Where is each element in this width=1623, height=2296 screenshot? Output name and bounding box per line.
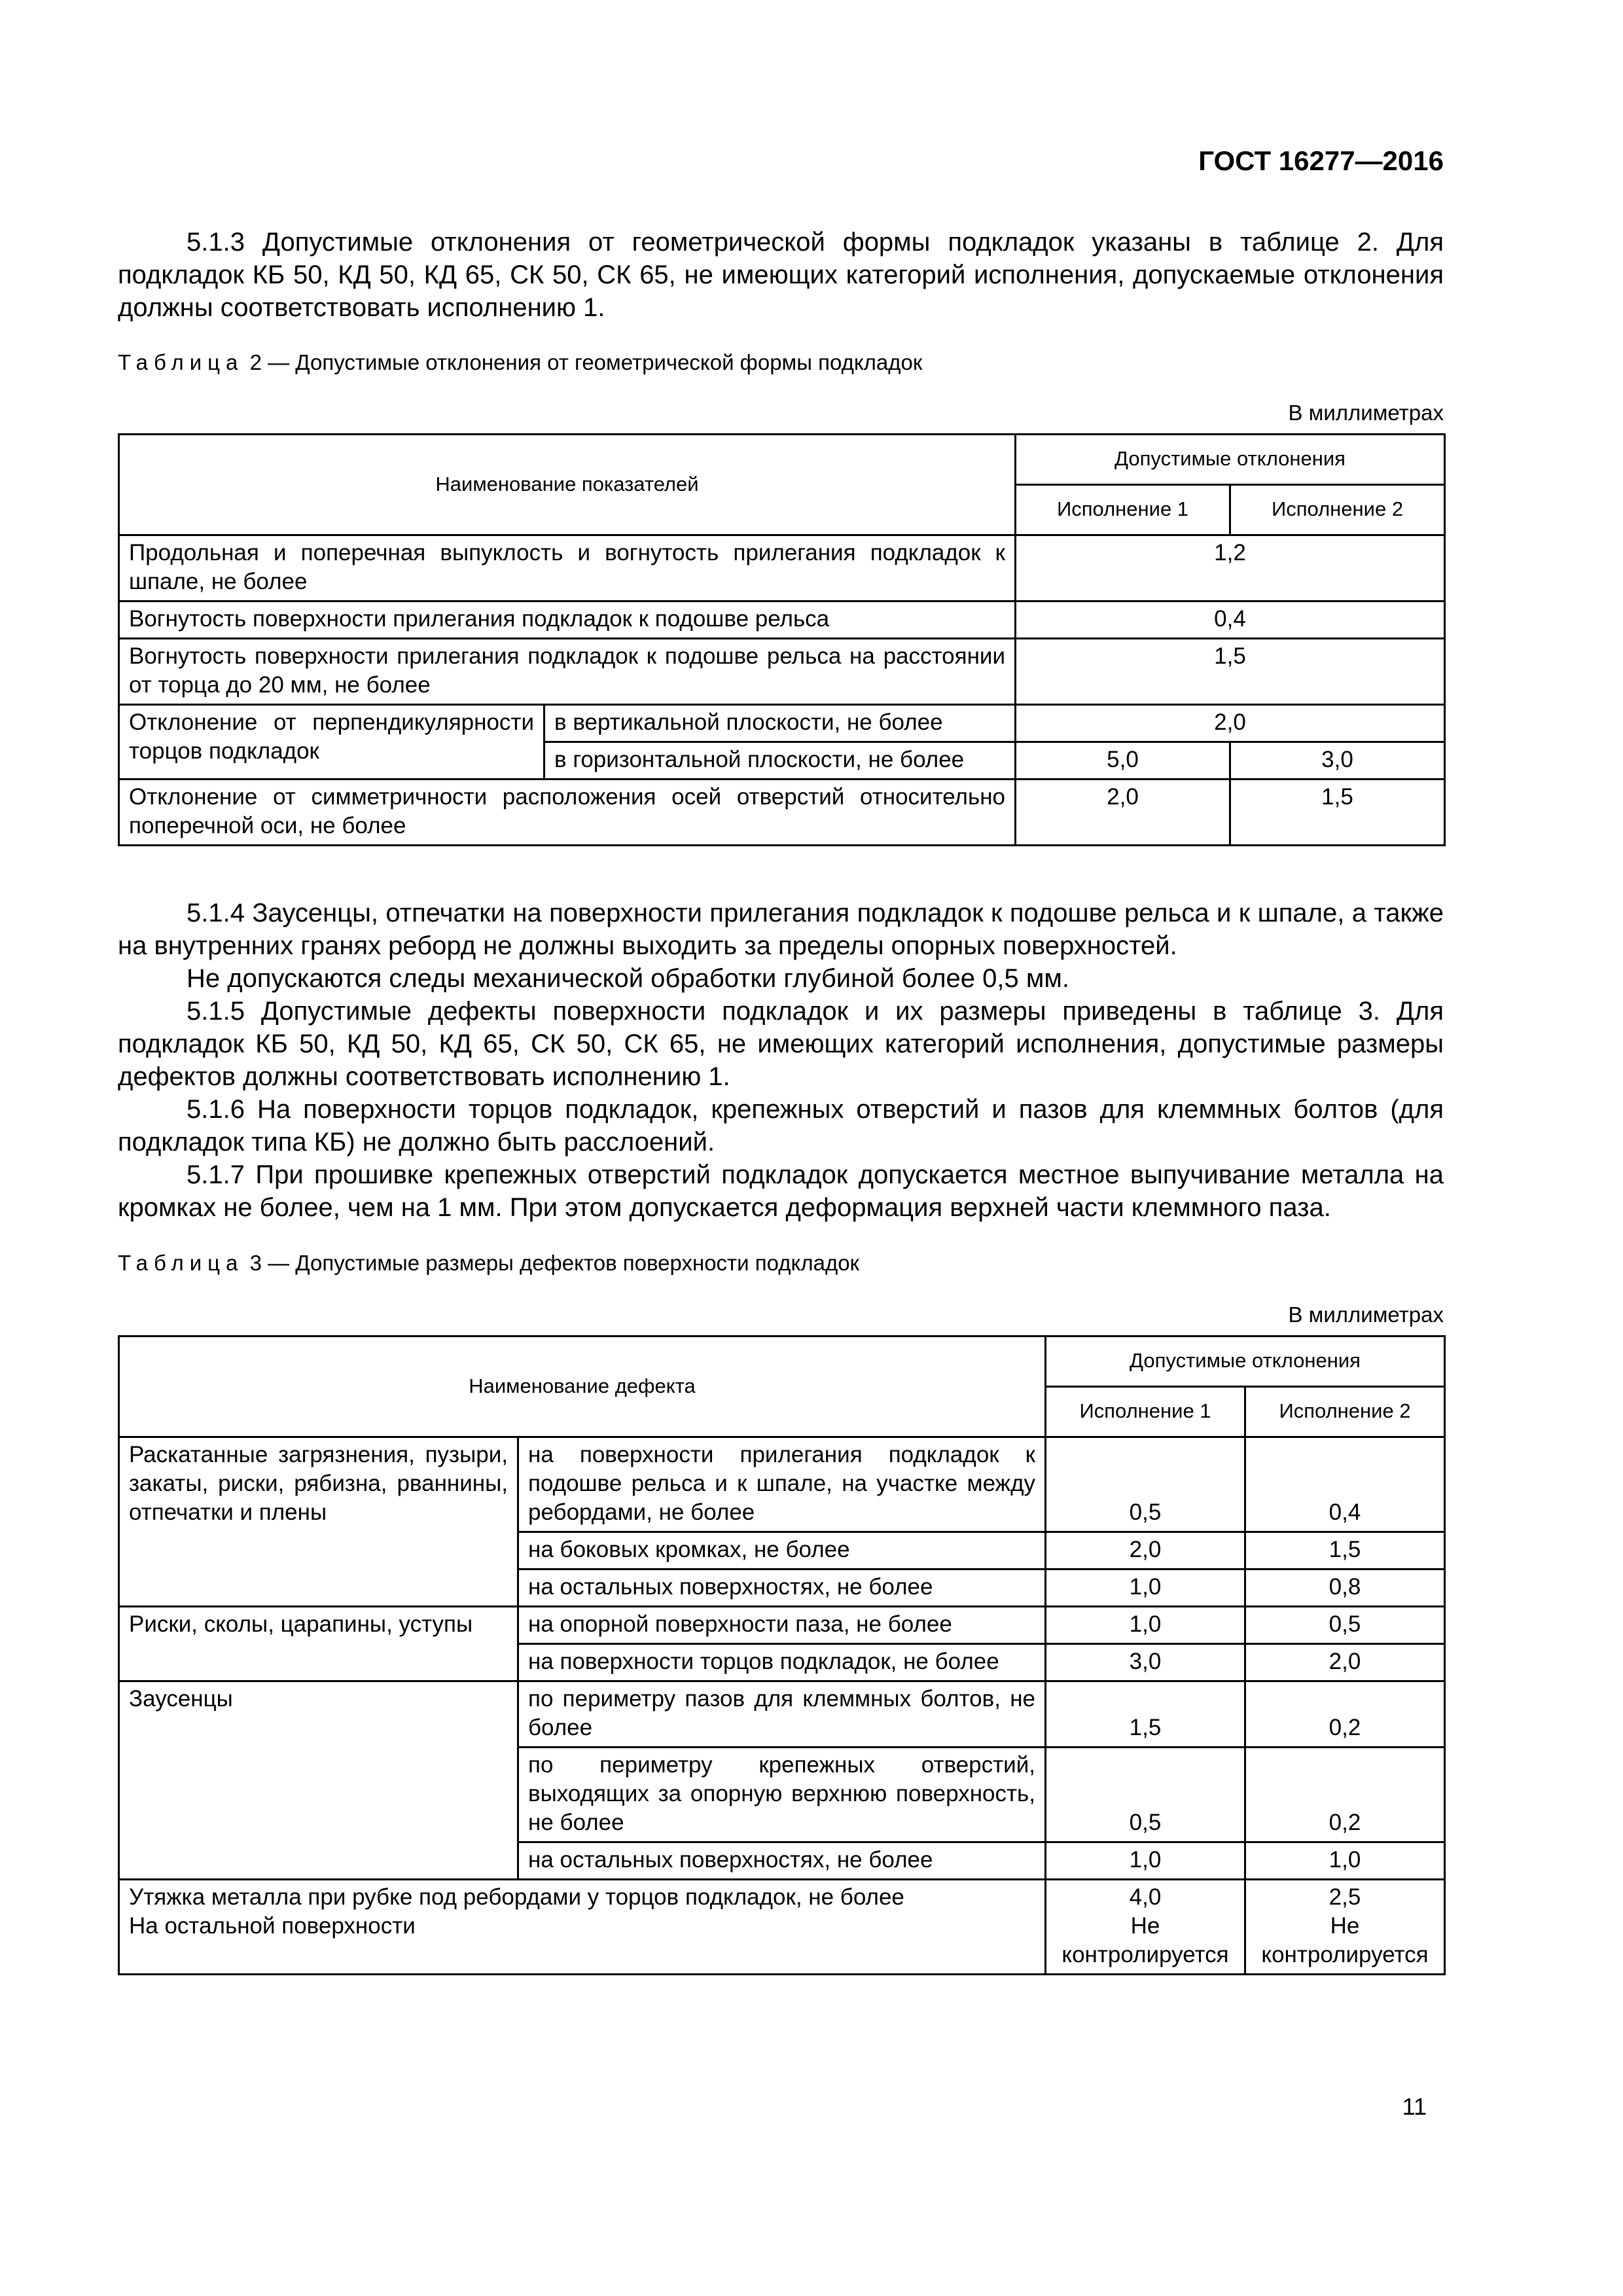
table3-caption <box>118 1249 1444 1278</box>
paragraph-5-1-4-note: Не допускаются следы механической обработки глубиной более 0,5 мм. <box>187 964 1069 993</box>
table3-group2-name: Риски, сколы, царапины, уступы <box>119 1607 518 1681</box>
table2-row5-v1: 2,0 <box>1016 780 1230 846</box>
table-row <box>119 639 1445 705</box>
table2-row1-value: 1,2 <box>1016 535 1445 601</box>
table3-group1-row1-v1: 0,5 <box>1046 1437 1245 1532</box>
document-code: ГОСТ 16277—2016 <box>1198 145 1444 176</box>
table2-head-version2: Исполнение 2 <box>1230 485 1445 535</box>
paragraph-5-1-6: 5.1.6 На поверхности торцов подкладок, крепежных отверстий и пазов для клеммных болтов (для подкладок типа КБ) не должно быть расслоений. <box>118 1095 1444 1157</box>
table3-group3-row2-v1: 0,5 <box>1046 1748 1245 1842</box>
page-number: 11 <box>1402 2093 1427 2120</box>
table-row <box>119 1607 1445 1644</box>
table3-last-v1b: Не контролируется <box>1061 1913 1229 1967</box>
table3-head-name: Наименование дефекта <box>119 1336 1046 1437</box>
table3-group2-row1-v2: 0,5 <box>1245 1607 1445 1644</box>
table3-last-v2a: 2,5 <box>1329 1884 1361 1910</box>
table3-last-v2 <box>1245 1880 1445 1975</box>
table3-group3-row3-where: на остальных поверхностях, не более <box>518 1842 1046 1880</box>
table2-caption <box>118 348 1444 377</box>
table3-head-deviations: Допустимые отклонения <box>1046 1336 1445 1387</box>
table3-units-block <box>118 1302 1444 1327</box>
table2-caption-block <box>118 348 1444 377</box>
table3-group1-row3-v1: 1,0 <box>1046 1570 1245 1607</box>
table2-row4-sub1-value: 2,0 <box>1016 705 1445 742</box>
table3-group1-row3-v2: 0,8 <box>1245 1570 1445 1607</box>
table2-row2-value: 0,4 <box>1016 601 1445 639</box>
table2-row5-v2: 1,5 <box>1230 780 1445 846</box>
table2-row5-name: Отклонение от симметричности расположения осей отверстий относительно поперечной оси, не более <box>119 780 1016 846</box>
table2-block <box>118 433 1444 846</box>
paragraph-5-1-3-block <box>118 226 1444 324</box>
table3-header-row <box>119 1336 1445 1387</box>
table2-head-name: Наименование показателей <box>119 435 1016 535</box>
table3-last-v1a: 4,0 <box>1129 1884 1162 1910</box>
table3-last-line2: На остальной поверхности <box>129 1913 416 1939</box>
table3-last-v2b: Не контролируется <box>1261 1913 1429 1967</box>
table3-head-version1: Исполнение 1 <box>1046 1387 1245 1437</box>
table-row <box>119 1880 1445 1975</box>
table3-group3-row1-v1: 1,5 <box>1046 1681 1245 1748</box>
table2-row4-sub2-v2: 3,0 <box>1230 742 1445 780</box>
table2-row4-sub1: в вертикальной плоскости, не более <box>544 705 1016 742</box>
table-row <box>119 1681 1445 1748</box>
table3-group2-row1-v1: 1,0 <box>1046 1607 1245 1644</box>
table3-group2-row2-v1: 3,0 <box>1046 1644 1245 1681</box>
table3-group3-row3-v1: 1,0 <box>1046 1842 1245 1880</box>
table2-head-deviations: Допустимые отклонения <box>1016 435 1445 485</box>
table2-row4-sub2: в горизонтальной плоскости, не более <box>544 742 1016 780</box>
table2-row1-name: Продольная и поперечная выпуклость и вогнутость прилегания подкладок к шпале, не более <box>119 535 1016 601</box>
table3-group3-row2-where: по периметру крепежных отверстий, выходящих за опорную верхнюю поверхность, не более <box>518 1748 1046 1842</box>
table3-units: В миллиметрах <box>1288 1302 1444 1327</box>
table3-group1-row3-where: на остальных поверхностях, не более <box>518 1570 1046 1607</box>
table3-block <box>118 1335 1444 1975</box>
table3-group3-name: Заусенцы <box>119 1681 518 1880</box>
table-row <box>119 601 1445 639</box>
table2-row3-value: 1,5 <box>1016 639 1445 705</box>
table-row <box>119 535 1445 601</box>
table2 <box>118 433 1446 846</box>
paragraph-5-1-5: 5.1.5 Допустимые дефекты поверхности подкладок и их размеры приведены в таблице 3. Для подкладок КБ 50, КД 50, КД 65, СК 50, СК 65, не имеющих категорий исполнения, допустимые размеры дефектов должны соответствовать исполнению 1. <box>118 997 1444 1091</box>
table-row <box>119 1437 1445 1532</box>
paragraph-5-1-3: 5.1.3 Допустимые отклонения от геометрической формы подкладок указаны в таблице 2. Для подкладок КБ 50, КД 50, КД 65, СК 50, СК 65, не имеющих категорий исполнения, допускаемые отклонения должны соответствовать исполнению 1. <box>118 228 1444 322</box>
table2-row2-name: Вогнутость поверхности прилегания подкладок к подошве рельса <box>119 601 1016 639</box>
table3-group3-row2-v2: 0,2 <box>1245 1748 1445 1842</box>
table3-group2-row1-where: на опорной поверхности паза, не более <box>518 1607 1046 1644</box>
table3-caption-word: Таблица <box>118 1251 244 1275</box>
table2-row3-name: Вогнутость поверхности прилегания подкладок к подошве рельса на расстоянии от торца до 20 мм, не более <box>119 639 1016 705</box>
table3-group2-row2-where: на поверхности торцов подкладок, не более <box>518 1644 1046 1681</box>
table2-units: В миллиметрах <box>1288 401 1444 425</box>
table3-caption-block <box>118 1249 1444 1278</box>
table3-last-line1: Утяжка металла при рубке под ребордами у торцов подкладок, не более <box>129 1884 904 1910</box>
table2-header-row <box>119 435 1445 485</box>
table3-group3-row1-where: по периметру пазов для клеммных болтов, не более <box>518 1681 1046 1748</box>
table3-group1-row1-where: на поверхности прилегания подкладок к подошве рельса и к шпале, на участке между ребордами, не более <box>518 1437 1046 1532</box>
table3-last-v1 <box>1046 1880 1245 1975</box>
table3-group1-row2-v2: 1,5 <box>1245 1532 1445 1570</box>
table2-row4-name: Отклонение от перпендикулярности торцов подкладок <box>119 705 544 780</box>
table3 <box>118 1335 1446 1975</box>
table3-group1-row1-v2: 0,4 <box>1245 1437 1445 1532</box>
table-row <box>119 780 1445 846</box>
table-row <box>119 705 1445 742</box>
table3-caption-text: 3 — Допустимые размеры дефектов поверхности подкладок <box>249 1251 859 1275</box>
table2-units-block <box>118 401 1444 425</box>
table2-row4-sub2-v1: 5,0 <box>1016 742 1230 780</box>
table2-caption-text: 2 — Допустимые отклонения от геометрической формы подкладок <box>249 350 923 374</box>
table3-head-version2: Исполнение 2 <box>1245 1387 1445 1437</box>
table2-head-version1: Исполнение 1 <box>1016 485 1230 535</box>
table3-group1-name: Раскатанные загрязнения, пузыри, закаты, риски, рябизна, рваннины, отпечатки и плены <box>119 1437 518 1607</box>
paragraph-5-1-4: 5.1.4 Заусенцы, отпечатки на поверхности прилегания подкладок к подошве рельса и к шпале, а также на внутренних гранях реборд не должны выходить за пределы опорных поверхностей. <box>118 899 1444 960</box>
table3-group3-row3-v2: 1,0 <box>1245 1842 1445 1880</box>
paragraph-5-1-7: 5.1.7 При прошивке крепежных отверстий подкладок допускается местное выпучивание металла на кромках не более, чем на 1 мм. При этом допускается деформация верхней части клеммного паза. <box>118 1160 1444 1222</box>
table3-group2-row2-v2: 2,0 <box>1245 1644 1445 1681</box>
table3-last-name <box>119 1880 1046 1975</box>
table3-group3-row1-v2: 0,2 <box>1245 1681 1445 1748</box>
table2-caption-word: Таблица <box>118 350 244 374</box>
table3-group1-row2-v1: 2,0 <box>1046 1532 1245 1570</box>
paragraphs-block <box>118 897 1444 1224</box>
table3-group1-row2-where: на боковых кромках, не более <box>518 1532 1046 1570</box>
